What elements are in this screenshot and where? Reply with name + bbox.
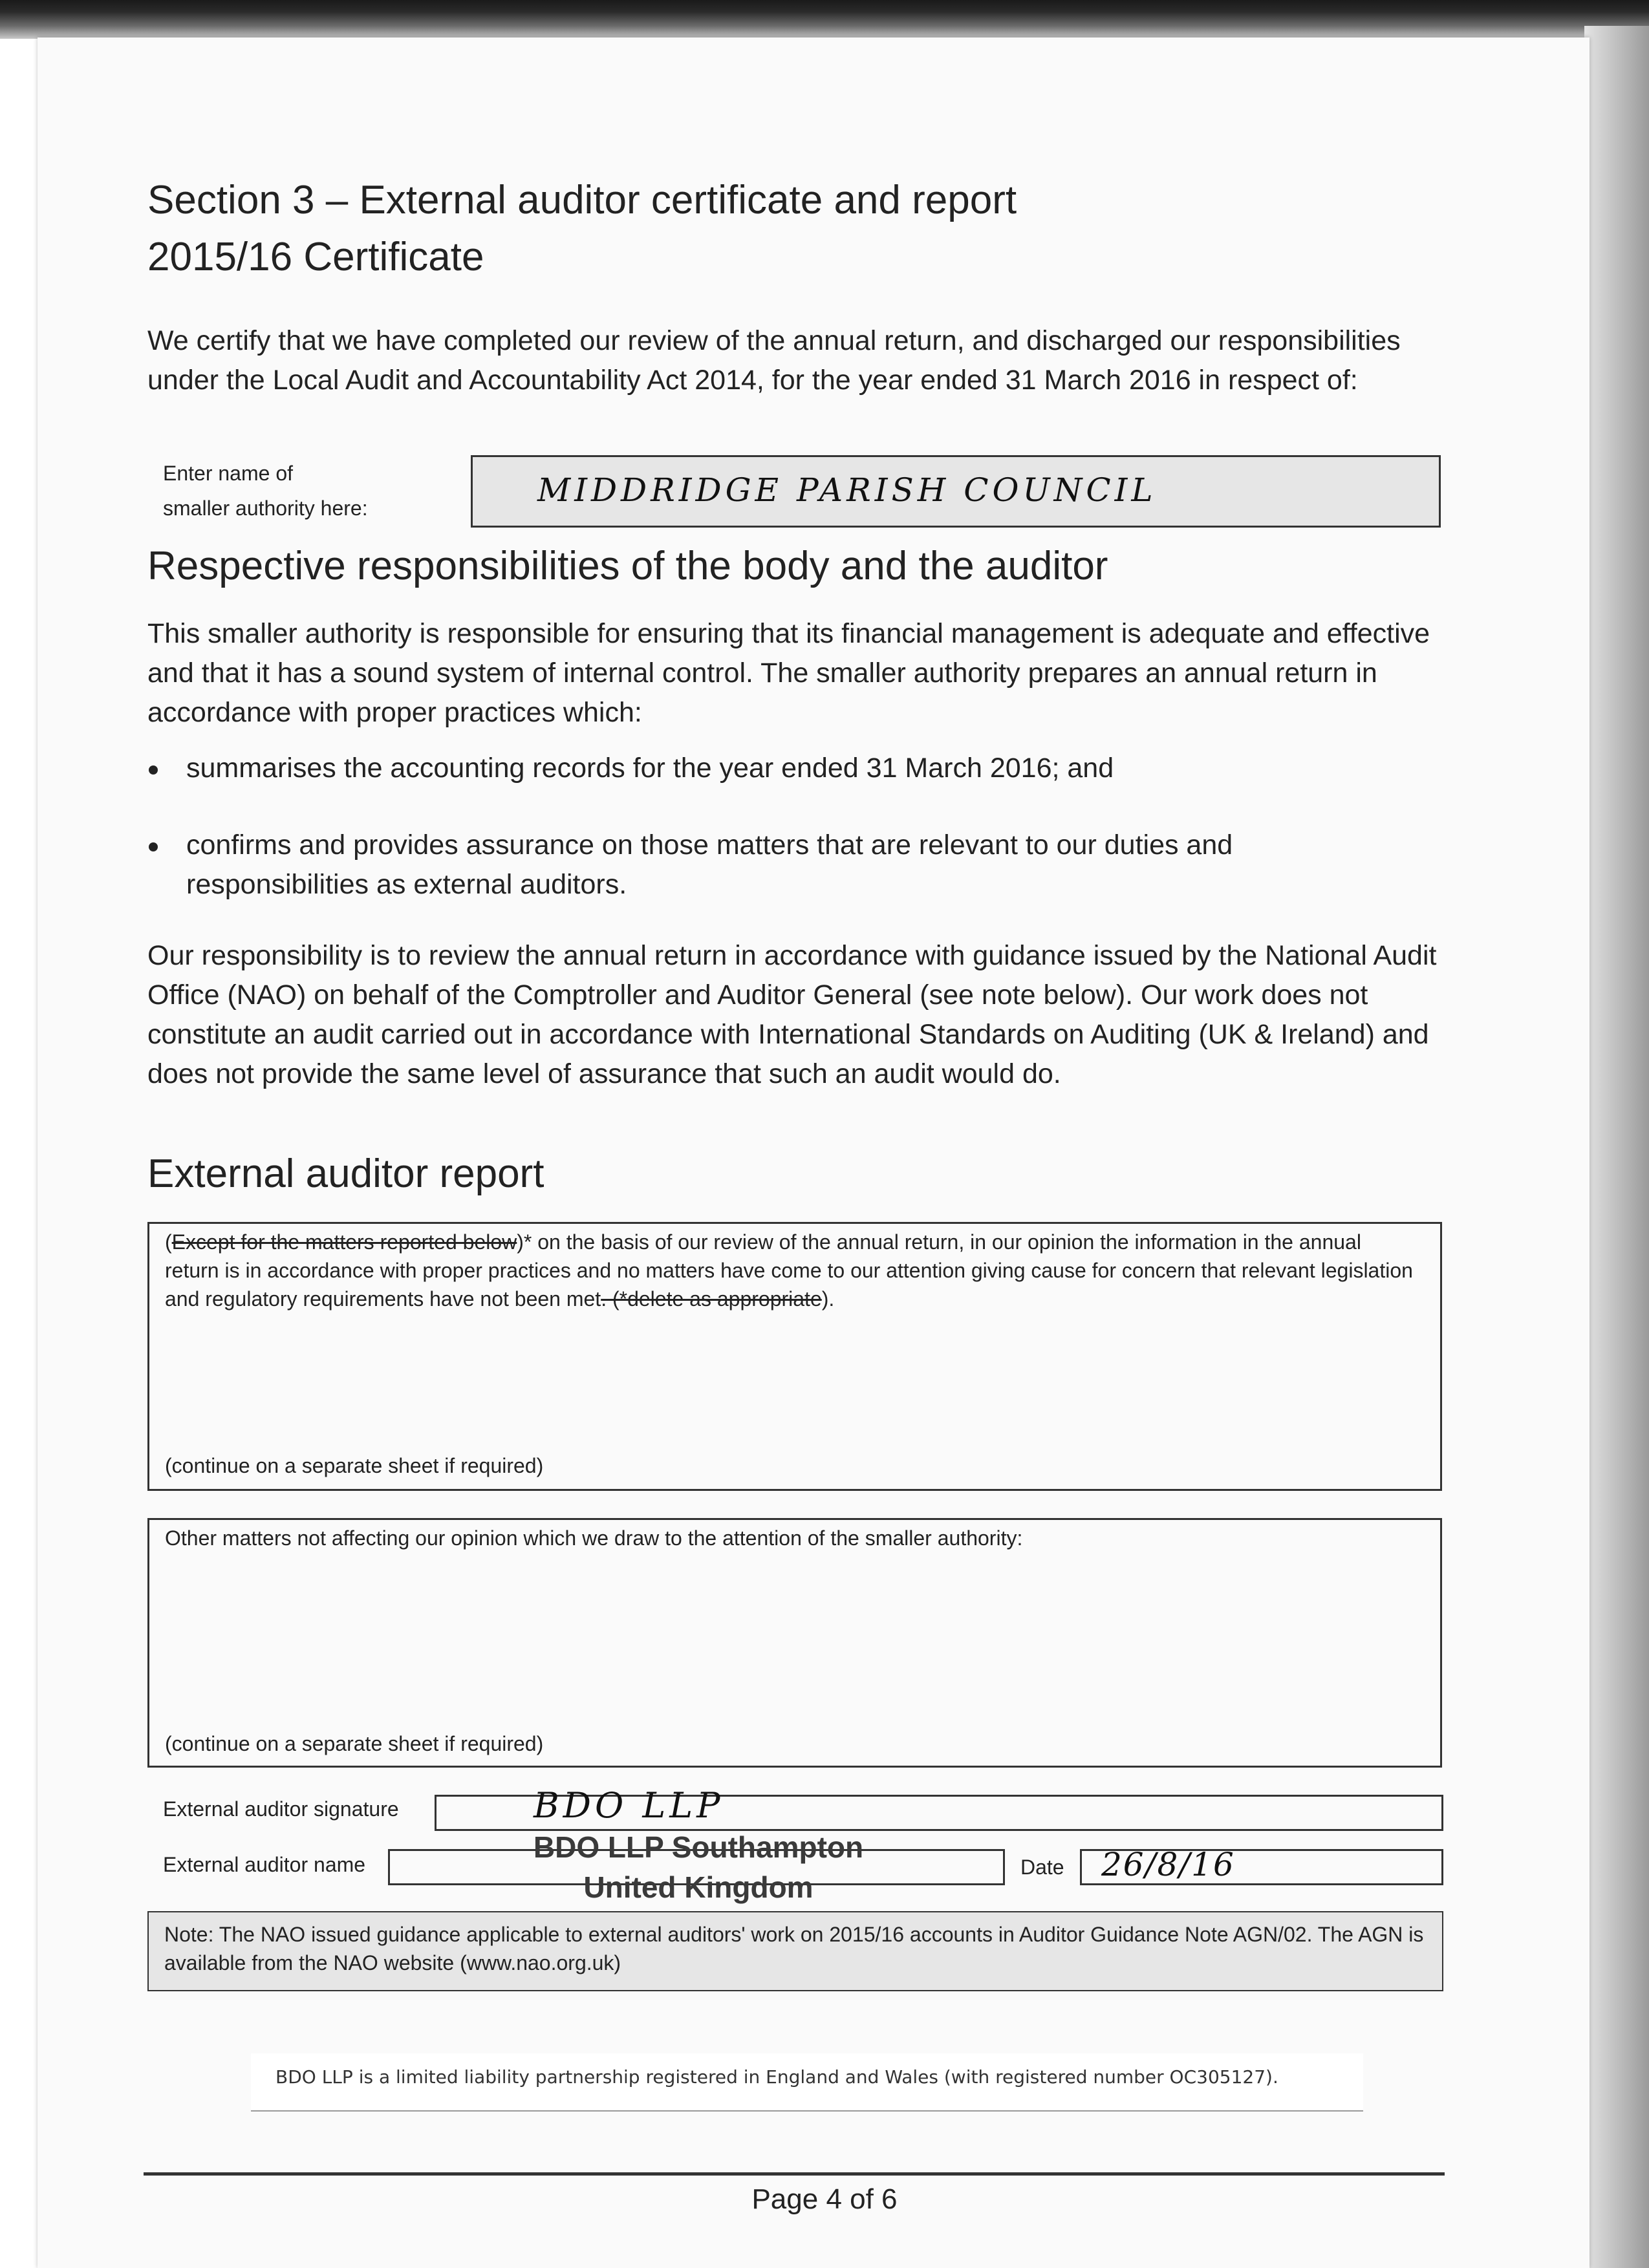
signature-field[interactable]	[435, 1785, 1443, 1831]
certificate-title: 2015/16 Certificate	[147, 235, 484, 279]
bdo-footer-strip	[251, 2053, 1363, 2112]
authority-name-field[interactable]	[471, 455, 1441, 528]
bullet-item-assurance: confirms and provides assurance on those matters that are relevant to our duties and responsibilities as external auditors.	[186, 829, 1233, 900]
responsibilities-intro: This smaller authority is responsible for ensuring that its financial management is adequate and effective and that it has a sound system of internal control. The smaller authority prepares an annual return in accordance with proper practices which:	[147, 618, 1430, 728]
continue-note: (continue on a separate sheet if required)	[165, 1454, 544, 1477]
nao-note-box	[147, 1911, 1443, 1991]
other-matters-text: Other matters not affecting our opinion which we draw to the attention of the smaller authority:	[165, 1526, 1023, 1550]
nao-note-text: Note: The NAO issued guidance applicable to external auditors' work on 2015/16 accounts in Auditor Guidance Note AGN/02. The AGN is available from the NAO website (www.nao.org.uk)	[164, 1923, 1424, 1974]
page-number: Page 4 of 6	[751, 2183, 898, 2215]
scan-shadow-top	[0, 0, 1649, 39]
continue-note-2: (continue on a separate sheet if required)	[165, 1732, 544, 1755]
footer-rule	[144, 2172, 1445, 2176]
struck-delete-note: . (*delete as appropriate	[601, 1287, 822, 1311]
auditor-signature: BDO LLP	[534, 1785, 724, 1826]
bdo-footer-text: BDO LLP is a limited liability partnership registered in England and Wales (with registered number OC305127).	[275, 2066, 1278, 2088]
authority-name-value: MIDDRIDGE PARISH COUNCIL	[537, 471, 1157, 509]
scan-shadow-right	[1584, 26, 1649, 2268]
struck-except-text: Except for the matters reported below	[171, 1230, 517, 1254]
report-heading: External auditor report	[147, 1151, 544, 1196]
section-title: Section 3 – External auditor certificate and report	[147, 178, 1017, 222]
signature-label: External auditor signature	[163, 1797, 399, 1821]
authority-label-line2: smaller authority here:	[163, 497, 368, 520]
opinion-text: (Except for the matters reported below)* on the basis of our review of the annual return, in our opinion the information in the annual return is in accordance with proper practices and no matters have come to our attention giving cause for concern that relevant legislation and regulatory requirements have not been met. (*delete as appropriate).	[165, 1230, 1413, 1311]
date-field[interactable]	[1080, 1846, 1443, 1885]
our-responsibility-paragraph: Our responsibility is to review the annual return in accordance with guidance issued by the National Audit Office (NAO) on behalf of the Comptroller and Auditor General (see note below). Our work does not constitute an audit carried out in accordance with International Standards on Auditing (UK & Ireland) and does not provide the same level of assurance that such an audit would do.	[147, 940, 1437, 1089]
date-label: Date	[1020, 1856, 1064, 1879]
responsibilities-heading: Respective responsibilities of the body and the auditor	[147, 544, 1108, 588]
bullet-icon	[149, 842, 158, 851]
other-matters-box[interactable]	[147, 1518, 1442, 1768]
bullet-item-records: summarises the accounting records for the year ended 31 March 2016; and	[186, 753, 1114, 784]
date-value: 26/8/16	[1101, 1846, 1235, 1883]
bullet-icon	[149, 765, 158, 775]
auditor-stamp-line2: United Kingdom	[583, 1870, 814, 1904]
auditor-stamp-line1: BDO LLP Southampton	[533, 1830, 864, 1864]
certify-paragraph: We certify that we have completed our review of the annual return, and discharged our responsibilities under the Local Audit and Accountability Act 2014, for the year ended 31 March 2016 in respect of:	[147, 325, 1401, 396]
authority-label-line1: Enter name of	[163, 462, 293, 485]
auditor-name-label: External auditor name	[163, 1853, 366, 1876]
opinion-box[interactable]	[147, 1222, 1442, 1491]
